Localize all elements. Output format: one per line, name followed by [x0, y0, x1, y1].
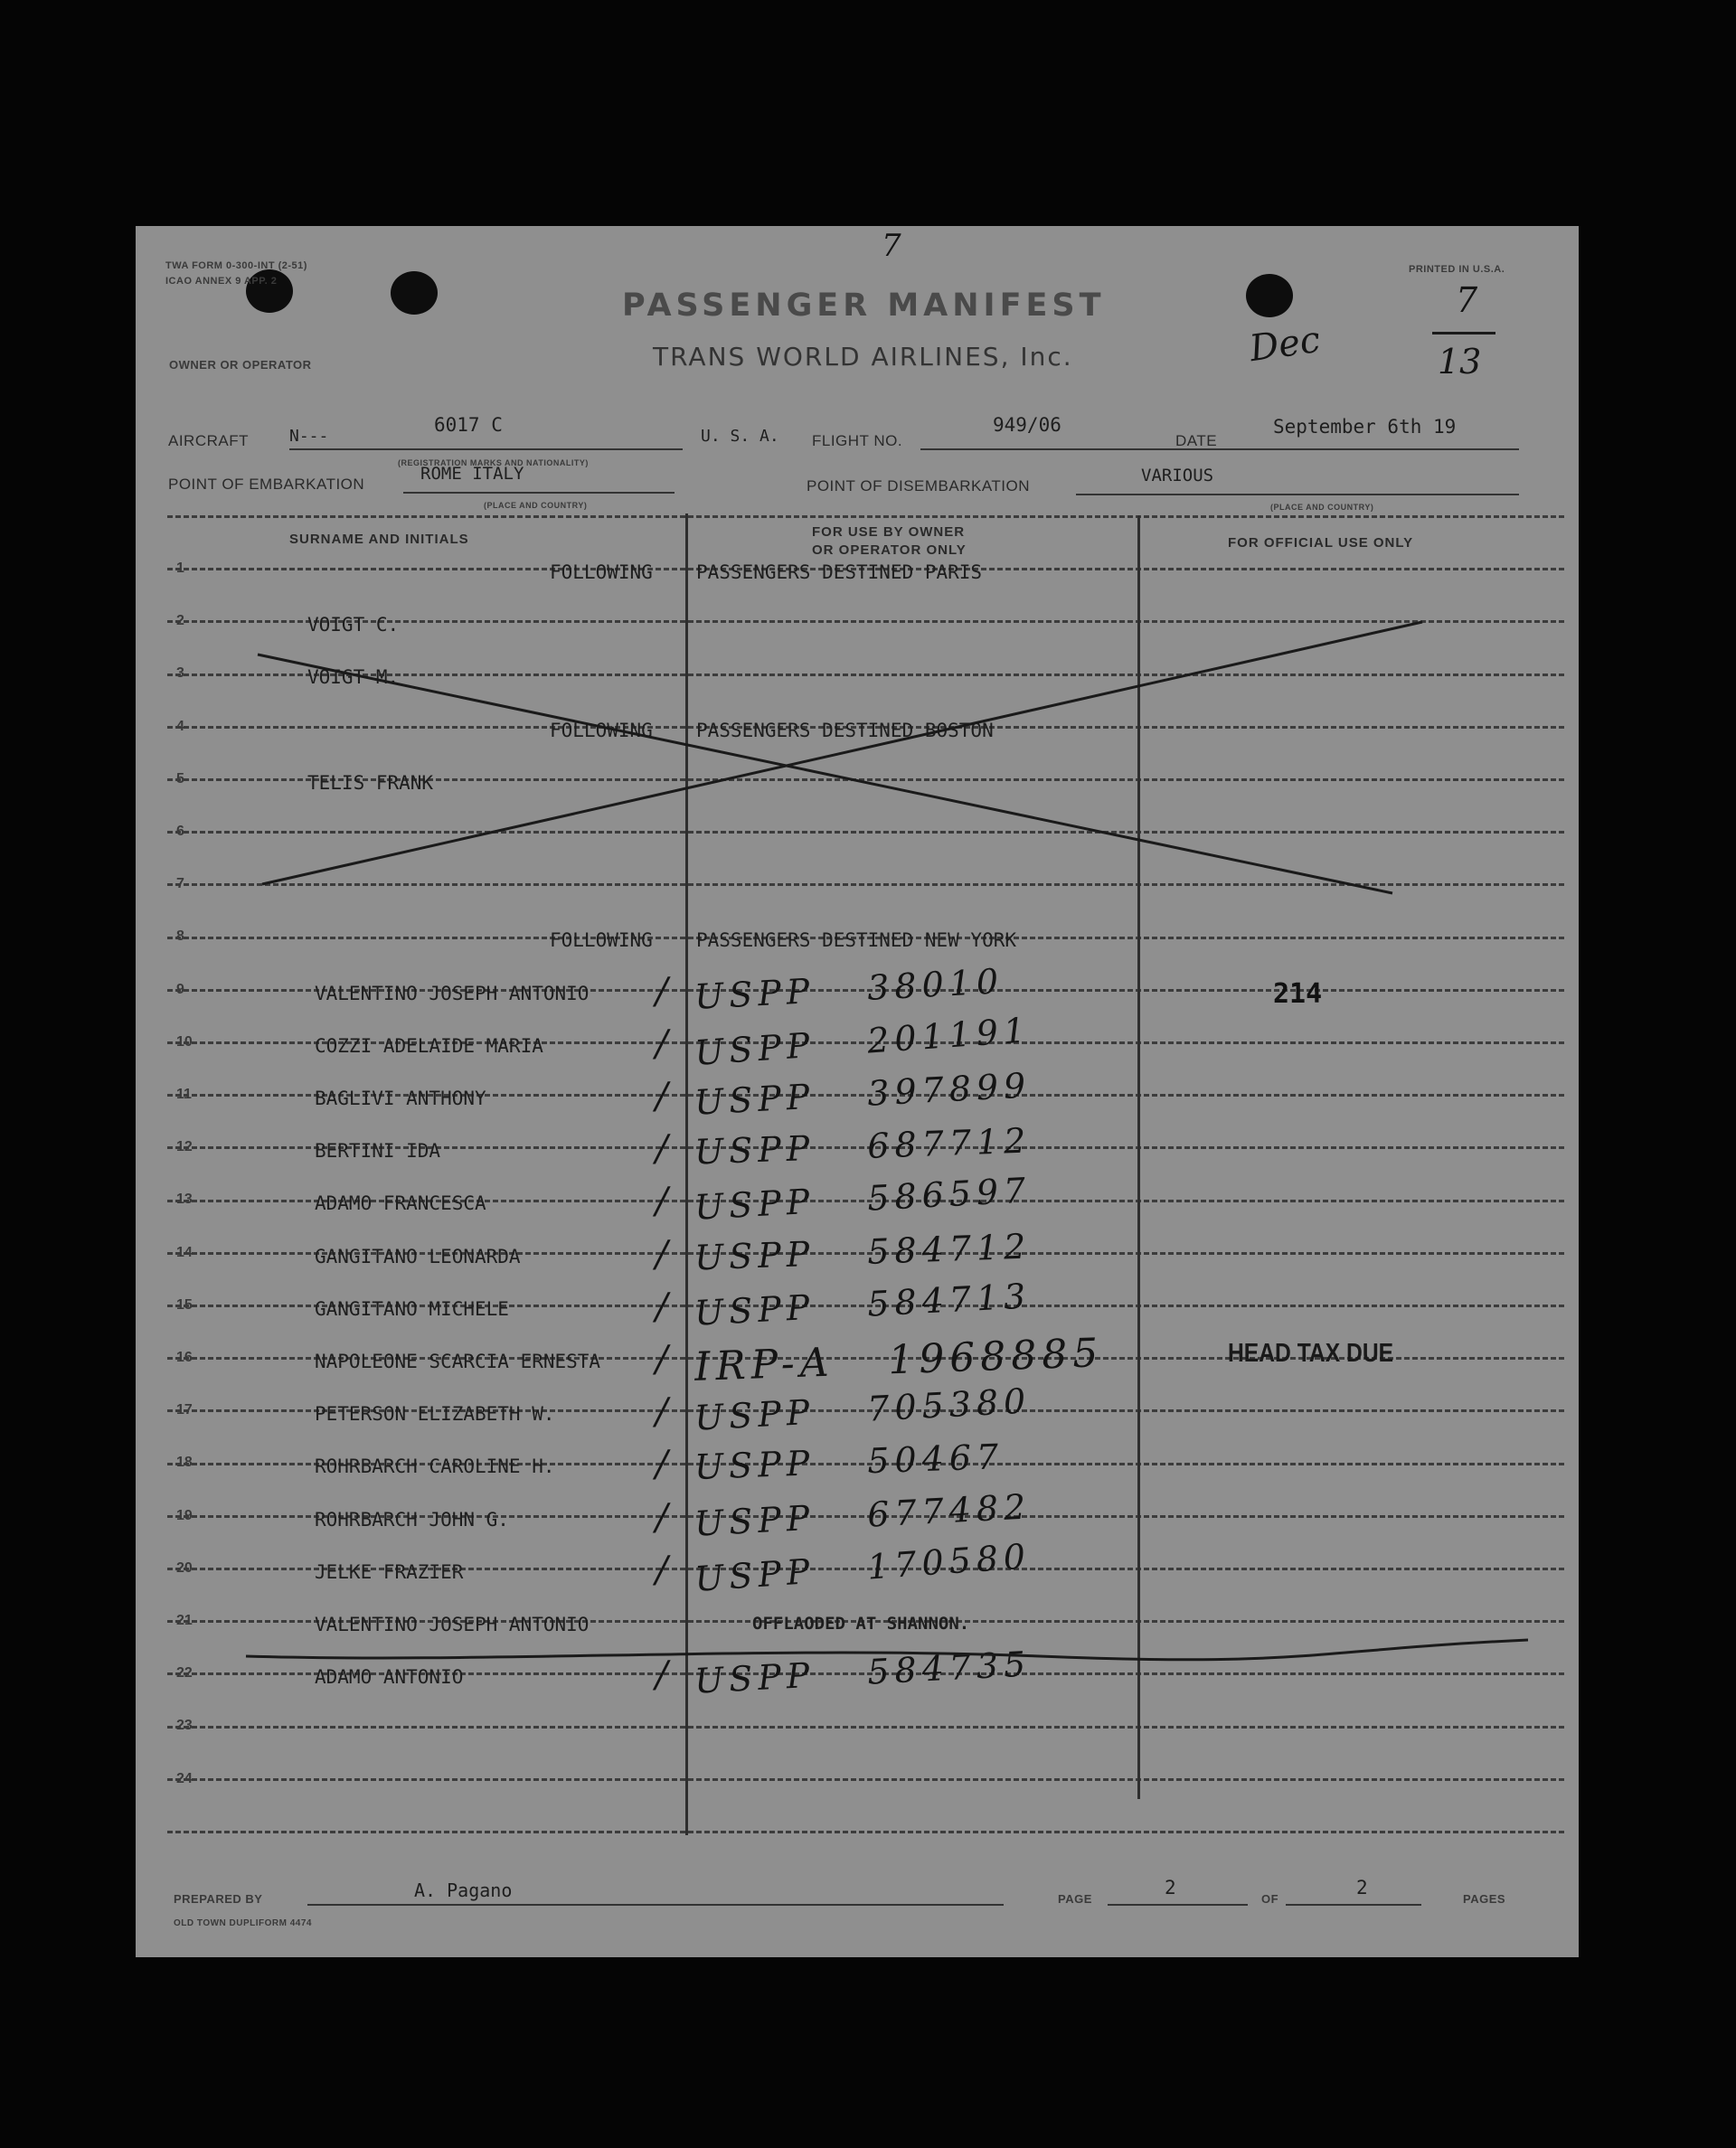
- passenger-name: JELKE FRAZIER: [315, 1560, 464, 1583]
- disembarkation-value: VARIOUS: [1141, 466, 1214, 485]
- flight-label: FLIGHT NO.: [812, 432, 903, 449]
- passenger-name: COZZI ADELAIDE MARIA: [315, 1034, 543, 1057]
- row-number: 16: [176, 1350, 193, 1365]
- row-number: 9: [176, 981, 184, 997]
- check-tick: /: [656, 1549, 668, 1591]
- manifest-document: [136, 226, 1579, 1957]
- page-total: 2: [1356, 1877, 1368, 1898]
- passport-number-handwritten: USPP 38010: [693, 960, 1005, 1017]
- row-number: 6: [176, 824, 184, 839]
- aircraft-number: 6017 C: [434, 414, 503, 436]
- handwritten-top-mark: 7: [882, 228, 901, 264]
- passport-number-handwritten: USPP 170580: [693, 1535, 1033, 1599]
- column-header-surname: SURNAME AND INITIALS: [289, 532, 469, 547]
- check-tick: /: [656, 1391, 668, 1434]
- handwritten-fraction-top: 7: [1456, 280, 1478, 320]
- column-header-owner-use-2: OR OPERATOR ONLY: [812, 542, 967, 558]
- check-tick: /: [656, 1444, 668, 1486]
- cross-line-2: [262, 622, 1422, 884]
- passport-number-handwritten: USPP 397899: [693, 1065, 1033, 1123]
- passenger-name: ROHRBARCH CAROLINE H.: [315, 1456, 555, 1478]
- check-tick: /: [656, 1181, 668, 1223]
- passport-number-handwritten: USPP 584713: [693, 1276, 1033, 1333]
- owner-column-text: PASSENGERS DESTINED PARIS: [696, 561, 983, 583]
- printed-in: PRINTED IN U.S.A.: [1409, 264, 1505, 275]
- strike-overlay: [136, 226, 1579, 1957]
- passenger-name: PETERSON ELIZABETH W.: [315, 1403, 555, 1426]
- row-number: 23: [176, 1718, 193, 1734]
- page-underline: [1108, 1904, 1248, 1906]
- column-header-official: FOR OFFICIAL USE ONLY: [1228, 535, 1414, 551]
- handwritten-dec: Dec: [1247, 318, 1323, 371]
- passport-number-handwritten: USPP 584735: [693, 1644, 1033, 1701]
- passenger-name: NAPOLEONE SCARCIA ERNESTA: [315, 1351, 601, 1372]
- owner-column-text: PASSENGERS DESTINED BOSTON: [696, 719, 994, 741]
- row-number: 15: [176, 1296, 193, 1313]
- passport-number-handwritten: USPP 50467: [693, 1437, 1005, 1488]
- row-number: 3: [176, 665, 184, 682]
- row-number: 17: [176, 1402, 193, 1418]
- passenger-name: VOIGT C.: [307, 614, 400, 636]
- date-label: DATE: [1175, 432, 1218, 449]
- passenger-name: BERTINI IDA: [315, 1140, 441, 1163]
- check-tick: /: [656, 1496, 668, 1539]
- row-number: 2: [176, 613, 184, 629]
- official-number: 214: [1273, 977, 1323, 1010]
- check-tick: /: [656, 1076, 668, 1117]
- pages-label: PAGES: [1463, 1892, 1506, 1906]
- head-tax-stamp: HEAD TAX DUE: [1228, 1339, 1394, 1368]
- passenger-name: VALENTINO JOSEPH ANTONIO: [315, 1614, 590, 1635]
- printer-imprint: OLD TOWN DUPLIFORM 4474: [174, 1918, 312, 1928]
- check-tick: /: [656, 1022, 668, 1065]
- passenger-name: FOLLOWING: [550, 719, 653, 741]
- passport-number-handwritten: USPP 586597: [693, 1170, 1033, 1229]
- passenger-name: ROHRBARCH JOHN G.: [315, 1508, 509, 1531]
- embarkation-value: ROME ITALY: [420, 464, 524, 484]
- passenger-name: FOLLOWING: [550, 929, 653, 952]
- page-label: PAGE: [1058, 1892, 1092, 1906]
- check-tick: /: [656, 970, 668, 1013]
- check-tick: /: [656, 1233, 668, 1276]
- check-tick: /: [656, 1128, 668, 1171]
- passenger-name: ADAMO FRANCESCA: [315, 1192, 486, 1215]
- flight-number: 949/06: [993, 414, 1061, 436]
- row-number: 10: [176, 1033, 193, 1050]
- passenger-name: GANGITANO MICHELE: [315, 1297, 509, 1320]
- row-number: 12: [176, 1139, 193, 1155]
- passport-number-handwritten: USPP 584712: [693, 1226, 1032, 1278]
- owner-operator-label: OWNER OR OPERATOR: [169, 358, 312, 372]
- place-country-right: (PLACE AND COUNTRY): [1270, 503, 1374, 512]
- passenger-name: VALENTINO JOSEPH ANTONIO: [315, 982, 590, 1004]
- passenger-name: BAGLIVI ANTHONY: [315, 1088, 486, 1109]
- check-tick: /: [656, 1654, 668, 1697]
- handwritten-fraction-bottom: 13: [1438, 342, 1482, 382]
- row-number: 4: [176, 718, 184, 734]
- row-number: 7: [176, 876, 184, 892]
- column-header-owner-use-1: FOR USE BY OWNER: [812, 524, 966, 540]
- passenger-name: TELIS FRANK: [307, 771, 434, 794]
- passport-number-handwritten: USPP 677482: [693, 1485, 1033, 1544]
- row-number: 19: [176, 1507, 193, 1523]
- row-number: 20: [176, 1559, 193, 1576]
- date-value: September 6th 19: [1273, 416, 1457, 438]
- row-number: 5: [176, 770, 184, 787]
- disembarkation-label: POINT OF DISEMBARKATION: [807, 477, 1031, 495]
- owner-column-text: OFFLAODED AT SHANNON.: [752, 1614, 970, 1634]
- usa-text: U. S. A.: [701, 427, 779, 446]
- check-tick: /: [656, 1286, 668, 1328]
- row-number: 22: [176, 1665, 193, 1682]
- owner-column-text: PASSENGERS DESTINED NEW YORK: [696, 929, 1017, 952]
- passenger-name: VOIGT M.: [307, 666, 400, 689]
- row-number: 24: [176, 1770, 193, 1786]
- passport-number-handwritten: IRP-A 1968885: [693, 1330, 1105, 1390]
- passport-number-handwritten: USPP 705380: [693, 1380, 1033, 1438]
- prepared-by-underline: [307, 1904, 1004, 1906]
- of-label: OF: [1261, 1892, 1279, 1906]
- check-tick: /: [656, 1339, 668, 1380]
- aircraft-prefix: N---: [289, 427, 329, 446]
- row-number: 11: [176, 1087, 192, 1102]
- row-number: 1: [176, 561, 184, 576]
- place-country-left: (PLACE AND COUNTRY): [484, 501, 588, 510]
- form-id: TWA FORM 0-300-INT (2-51): [165, 260, 307, 271]
- passport-number-handwritten: USPP 687712: [693, 1120, 1032, 1173]
- icao-reference: ICAO ANNEX 9 APP. 2: [165, 276, 278, 287]
- passenger-name: GANGITANO LEONARDA: [315, 1245, 521, 1267]
- page-title: PASSENGER MANIFEST: [622, 287, 1106, 324]
- passenger-name: ADAMO ANTONIO: [315, 1666, 464, 1689]
- passport-number-handwritten: USPP 201191: [693, 1009, 1033, 1073]
- operator-name: TRANS WORLD AIRLINES, Inc.: [653, 342, 1073, 372]
- row-number: 18: [176, 1455, 193, 1471]
- aircraft-label: AIRCRAFT: [168, 432, 249, 449]
- row-number: 21: [176, 1613, 193, 1628]
- registration-note: (REGISTRATION MARKS AND NATIONALITY): [398, 458, 589, 467]
- cancel-stroke-row-21: [246, 1640, 1528, 1660]
- of-underline: [1286, 1904, 1421, 1906]
- prepared-by-label: PREPARED BY: [174, 1892, 263, 1906]
- row-number: 14: [176, 1244, 193, 1260]
- cross-line-1: [258, 655, 1392, 893]
- row-number: 8: [176, 928, 184, 945]
- embarkation-label: POINT OF EMBARKATION: [168, 476, 365, 493]
- page-number: 2: [1165, 1877, 1176, 1898]
- prepared-by-value: A. Pagano: [414, 1880, 513, 1901]
- row-number: 13: [176, 1192, 193, 1208]
- passenger-name: FOLLOWING: [550, 561, 653, 583]
